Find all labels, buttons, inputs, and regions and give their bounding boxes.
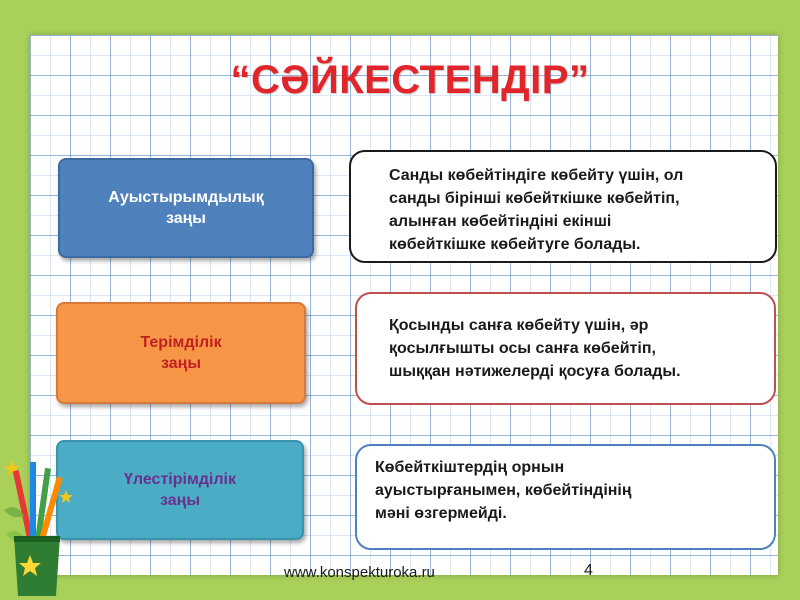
description-line: санды бірінші көбейткішке көбейтіп,	[389, 190, 680, 207]
law-label-line2: заңы	[166, 210, 206, 227]
law-label-line2: заңы	[161, 355, 201, 372]
law-label	[140, 332, 221, 374]
pencil-cup-icon	[0, 450, 80, 600]
description-line: Санды көбейтіндіге көбейту үшін, ол	[389, 167, 684, 184]
law-label	[124, 469, 236, 511]
law-box-associative[interactable]	[56, 302, 306, 404]
description-line: қосылғышты осы санға көбейтіп,	[389, 340, 656, 357]
description-line: алынған көбейтіндіні екінші	[389, 213, 612, 230]
law-label	[108, 187, 263, 229]
description-line: ауыстырғанымен, көбейтіндінің	[375, 482, 632, 499]
description-line: мәні өзгермейді.	[375, 505, 507, 522]
page-number: 4	[584, 562, 593, 579]
law-box-distributive[interactable]	[56, 440, 304, 540]
description-box-1[interactable]	[349, 150, 777, 263]
description-line: көбейткішке көбейтуге болады.	[389, 236, 641, 253]
description-line: Көбейткіштердің орнын	[375, 459, 565, 476]
law-label-line1: Үлестірімділік	[124, 471, 236, 488]
slide-title: “СӘЙКЕСТЕНДІР”	[230, 58, 590, 102]
description-box-3[interactable]	[355, 444, 776, 550]
law-label-line2: заңы	[160, 492, 200, 509]
description-line: Қосынды санға көбейту үшін, әр	[389, 317, 649, 334]
law-label-line1: Терімділік	[140, 334, 222, 351]
law-label-line1: Ауыстырымдылық	[108, 189, 264, 206]
law-box-commutative[interactable]	[58, 158, 314, 258]
description-box-2[interactable]	[355, 292, 776, 405]
footer-url[interactable]: www.konspekturoka.ru	[284, 564, 435, 581]
description-line: шыққан нәтижелерді қосуға болады.	[389, 363, 681, 380]
